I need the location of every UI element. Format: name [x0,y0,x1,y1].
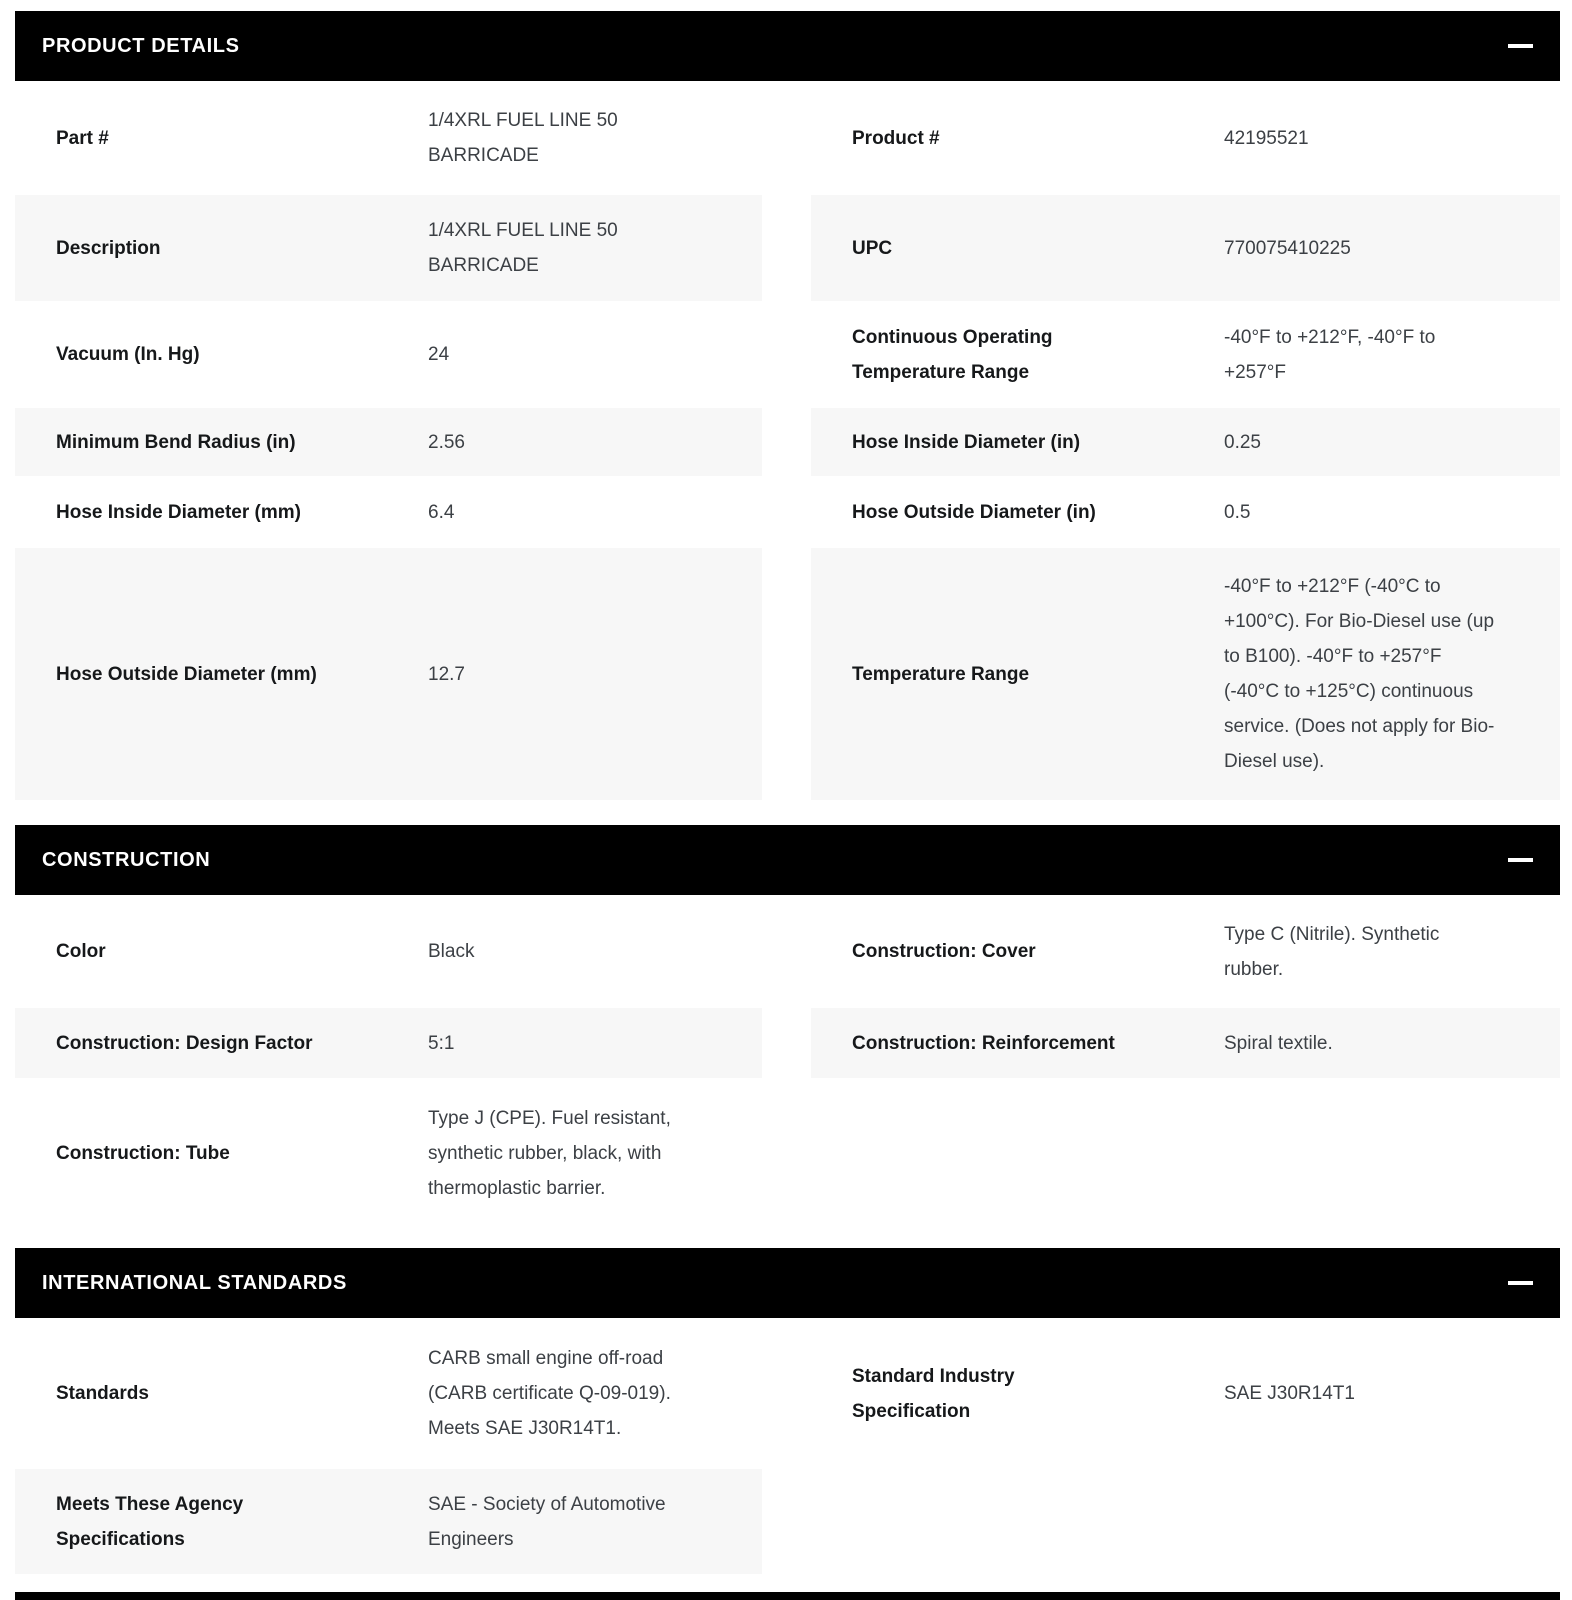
spec-cell-pair [811,548,1560,800]
section-header-construction[interactable] [15,825,1560,895]
spec-label: Hose Inside Diameter (in) [852,431,1081,453]
section-title: PRODUCT DETAILS [42,34,240,57]
spec-label: Construction: Cover [852,941,1036,962]
table-row [15,408,1560,476]
section-title: CONSTRUCTION [42,848,211,871]
spec-value: 0.25 [1224,431,1261,453]
spec-label: Construction: Design Factor [56,1032,313,1054]
spec-value: 770075410225 [1224,237,1351,259]
table-row [15,301,1560,408]
table-row [15,548,1560,800]
section-title: INTERNATIONAL STANDARDS [42,1271,347,1294]
minus-icon[interactable] [1508,858,1533,862]
table-row [15,195,1560,301]
spec-cell-pair [15,1318,762,1469]
spec-value: 5:1 [428,1032,455,1054]
spec-label: Standards [56,1383,149,1404]
spec-label: Meets These Agency Specifications [56,1493,244,1550]
column-gap [762,195,811,301]
column-gap [762,1318,811,1469]
spec-value: Type J (CPE). Fuel resistant, synthetic rubber, black, with thermoplastic barrier. [428,1108,671,1199]
spec-label: Construction: Reinforcement [852,1032,1115,1054]
next-section-header-stub [15,1592,1560,1600]
column-gap [762,408,811,476]
spec-cell-pair [811,1008,1560,1078]
spec-cell-pair [15,81,762,195]
spec-value: Black [428,941,475,962]
spec-label: Color [56,941,106,962]
spec-cell-pair [15,476,762,548]
spec-label: Product # [852,127,940,149]
spec-cell-pair [811,81,1560,195]
spec-label: Temperature Range [852,663,1030,685]
spec-cell-pair [811,895,1560,1008]
spec-cell-pair [811,195,1560,301]
spec-value: 2.56 [428,431,465,453]
spec-cell-pair [15,1469,762,1574]
column-gap [762,476,811,548]
spec-cell-pair [15,301,762,408]
spec-cell-pair [811,1318,1560,1469]
spec-label: Continuous Operating Temperature Range [852,326,1053,383]
spec-cell-pair [811,476,1560,548]
table-row [15,1078,1560,1229]
spec-value: 1/4XRL FUEL LINE 50 BARRICADE [428,220,618,276]
spec-cell-pair [15,548,762,800]
spec-label: Description [56,237,161,259]
table-row [15,476,1560,548]
table-row [15,1008,1560,1078]
spec-value: 1/4XRL FUEL LINE 50 BARRICADE [428,110,618,166]
spec-value: SAE - Society of Automotive Engineers [428,1493,666,1550]
column-gap [762,1078,811,1229]
spec-value: CARB small engine off-road (CARB certificate Q-09-019). Meets SAE J30R14T1. [428,1348,671,1439]
spec-value: 42195521 [1224,127,1309,149]
spec-label: Hose Inside Diameter (mm) [56,501,301,523]
spec-cell-pair [15,195,762,301]
spec-label: Hose Outside Diameter (mm) [56,663,317,685]
spec-cell-pair [15,1008,762,1078]
table-row [15,895,1560,1008]
spec-cell-pair-empty [811,1078,1560,1229]
spec-value: Type C (Nitrile). Synthetic rubber. [1224,923,1440,980]
spec-value: 0.5 [1224,501,1251,523]
spec-value: 6.4 [428,501,455,523]
spec-label: UPC [852,237,893,259]
column-gap [762,301,811,408]
spec-cell-pair [15,895,762,1008]
section-header-product-details[interactable] [15,11,1560,81]
spec-cell-pair [15,408,762,476]
spec-value: 24 [428,344,450,365]
spec-label: Minimum Bend Radius (in) [56,431,296,453]
column-gap [762,1008,811,1078]
spec-value: Spiral textile. [1224,1032,1333,1054]
section-header-international-standards[interactable] [15,1248,1560,1318]
spec-value: 12.7 [428,663,465,685]
spec-label: Part # [56,127,109,149]
minus-icon[interactable] [1508,1281,1533,1285]
table-row [15,1318,1560,1469]
spec-label: Standard Industry Specification [852,1365,1015,1422]
spec-cell-pair-empty [811,1469,1560,1574]
spec-cell-pair [811,408,1560,476]
spec-label: Vacuum (In. Hg) [56,344,200,365]
table-row [15,1469,1560,1574]
column-gap [762,895,811,1008]
spec-label: Hose Outside Diameter (in) [852,501,1096,523]
column-gap [762,1469,811,1574]
spec-label: Construction: Tube [56,1143,230,1164]
column-gap [762,548,811,800]
spec-value: -40°F to +212°F, -40°F to +257°F [1224,326,1436,383]
spec-cell-pair [811,301,1560,408]
minus-icon[interactable] [1508,44,1533,48]
column-gap [762,81,811,195]
table-row [15,81,1560,195]
spec-value: -40°F to +212°F (-40°C to +100°C). For Bio-Diesel use (up to B100). -40°F to +257°F (-40°C to +125°C) continuous service. (Does not apply for Bio-Diesel use). [1224,576,1495,772]
spec-value: SAE J30R14T1 [1224,1383,1355,1404]
spec-cell-pair [15,1078,762,1229]
